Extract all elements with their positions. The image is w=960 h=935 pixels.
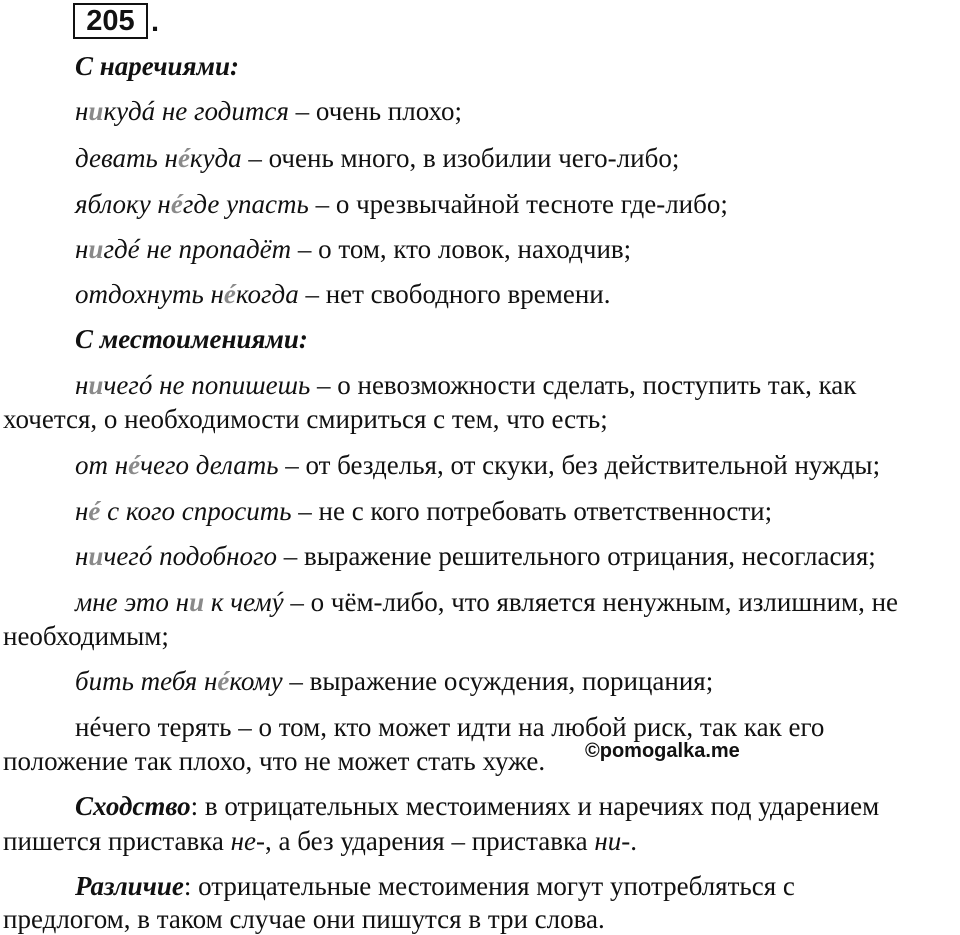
entry-phrase-end: когда [235,279,299,309]
difference-continuation: предлогом, в таком случае они пишутся в три слова. [3,904,605,934]
entry-phrase-start: от н [75,450,129,480]
highlighted-letter: é [170,189,183,219]
entry-phrase-start: отдохнуть н [75,279,224,309]
entry-definition: – очень много, в изобилии чего-либо; [241,143,680,173]
entry-nichego-ne-popishesh [75,372,856,399]
entry-nigde [75,236,631,263]
entry-phrase-end: чегó подобного [103,541,278,571]
entry-continuation: необходимым; [3,621,169,651]
entry-phrase-end: куда [189,143,242,173]
entry-continuation: хочется, о необходимости смириться с тем, что есть; [3,404,608,434]
entry-definition: – очень плохо; [288,96,462,126]
entry-phrase-start: н [75,234,89,264]
entry-definition: – о невозможности сделать, поступить так, как [310,370,857,400]
entry-phrase-end: чего делать [140,450,279,480]
entry-nekuda [75,145,679,172]
entry-ot-nechego-delat [75,452,880,479]
similarity-paragraph [75,793,879,820]
similarity-text: -. [621,826,638,856]
difference-text: : отрицательные местоимения могут употребляться с [183,871,795,901]
entry-ni-k-chemu [75,589,898,616]
highlighted-letter: и [88,234,104,264]
highlighted-letter: и [88,96,104,126]
similarity-continuation [3,828,637,855]
similarity-text: пишется приставка [3,826,231,856]
similarity-text: -, а без ударения – приставка [256,826,595,856]
entry-phrase-end: кому [229,666,283,696]
entry-definition: – не с кого потребовать ответственности; [291,496,773,526]
highlighted-letter: é [177,143,190,173]
prefix-ni: ни [594,826,622,856]
entry-definition: – от безделья, от скуки, без действительной нужды; [278,450,881,480]
entry-continuation: положение так плохо, что не может стать хуже. [3,746,546,776]
watermark: ©pomogalka.me [585,740,740,762]
entry-phrase-start: н [75,496,89,526]
similarity-term: Сходство [75,791,191,821]
exercise-number-dot: . [151,6,160,38]
entry-phrase-start: девать н [75,143,178,173]
entry-phrase-end: гдé не пропадёт [103,234,292,264]
entry-phrase-end: с кого спросить [100,496,292,526]
highlighted-letter: é [223,279,236,309]
entry-definition: – нет свободного времени. [298,279,611,309]
highlighted-letter: é [128,450,141,480]
entry-ne-s-kogo-sprosit [75,498,772,525]
entry-definition: – о чём-либо, что является ненужным, излишним, не [283,587,899,617]
entry-definition: – выражение осуждения, порицания; [282,666,714,696]
entry-phrase-end: чегó не попишешь [103,370,311,400]
section-heading-pronouns: С местоимениями: [75,324,308,354]
entry-nichego-podobnogo [75,543,876,570]
highlighted-letter: и [88,370,104,400]
entry-phrase-end: где упасть [182,189,309,219]
entry-bit-tebya-nekomu [75,668,713,695]
entry-phrase-start: н [75,370,89,400]
entry-phrase-start: мне это н [75,587,190,617]
entry-nechego-teryat: нéчего терять – о том, кто может идти на любой риск, так как его [75,712,825,742]
entry-negde [75,191,728,218]
exercise-number: 205 [73,3,148,39]
similarity-text: : в отрицательных местоимениях и наречиях под ударением [190,791,880,821]
entry-phrase-start: яблоку н [75,189,171,219]
prefix-ne: не [230,826,257,856]
entry-nekogda [75,281,610,308]
difference-term: Различие [75,871,184,901]
highlighted-letter: и [189,587,205,617]
highlighted-letter: é [217,666,230,696]
section-heading-adverbs: С наречиями: [75,51,239,81]
entry-definition: – о том, кто ловок, находчив; [291,234,632,264]
entry-phrase-end: кудá не годится [103,96,289,126]
difference-paragraph [75,873,795,900]
entry-phrase-start: бить тебя н [75,666,218,696]
entry-phrase-start: н [75,96,89,126]
entry-phrase-start: н [75,541,89,571]
highlighted-letter: и [88,541,104,571]
entry-definition: – выражение решительного отрицания, несогласия; [277,541,876,571]
entry-nikuda [75,98,462,125]
entry-definition: – о чрезвычайной тесноте где-либо; [308,189,728,219]
highlighted-letter: é [88,496,101,526]
entry-phrase-end: к чемý [204,587,284,617]
